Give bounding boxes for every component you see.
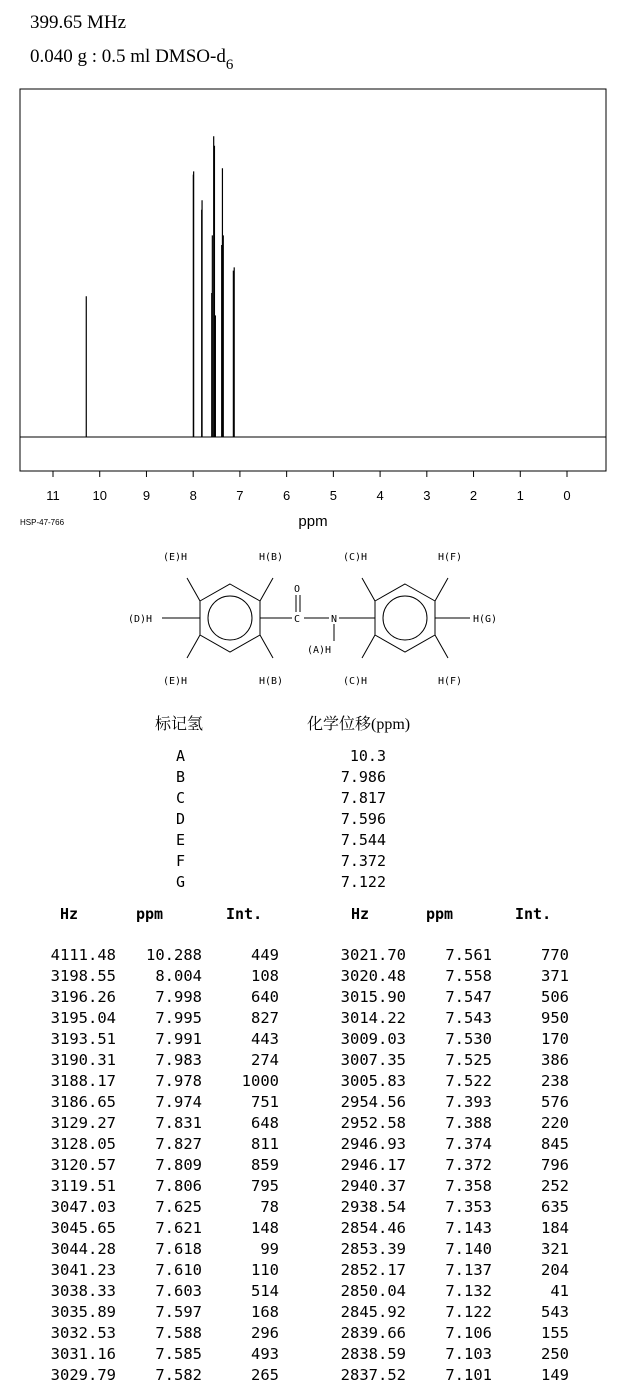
peak-hz: 2850.04 — [340, 1282, 406, 1300]
peak-ppm: 7.618 — [155, 1240, 202, 1258]
left-header-ppm: ppm — [136, 905, 164, 923]
peak-ppm: 7.137 — [445, 1261, 492, 1279]
peak-intensity: 78 — [260, 1198, 279, 1216]
assignment-hydrogen: B — [176, 768, 186, 786]
peak-intensity: 514 — [251, 1282, 279, 1300]
x-tick-label: 2 — [469, 488, 478, 503]
peak-intensity: 250 — [541, 1345, 569, 1363]
peak-hz: 3035.89 — [50, 1303, 116, 1321]
assignment-hydrogen: D — [176, 810, 186, 828]
peak-row — [328, 1344, 569, 1365]
peak-hz: 3041.23 — [50, 1261, 116, 1279]
peak-hz: 2845.92 — [340, 1303, 406, 1321]
peak-hz: 3047.03 — [50, 1198, 116, 1216]
bond — [362, 578, 375, 601]
peak-row — [38, 1302, 279, 1323]
x-tick-label: 11 — [46, 488, 60, 503]
peak-intensity: 184 — [541, 1219, 569, 1237]
peak-row — [328, 966, 569, 987]
peak-hz: 3186.65 — [50, 1093, 116, 1111]
peak-intensity: 543 — [541, 1303, 569, 1321]
label-c-bottom: (C)H — [343, 676, 368, 687]
peak-row — [328, 1071, 569, 1092]
peak-hz: 3129.27 — [50, 1114, 116, 1132]
bond — [260, 578, 273, 601]
bond — [435, 635, 448, 658]
peak-ppm: 7.585 — [155, 1345, 202, 1363]
peak-row — [38, 1260, 279, 1281]
peak-hz: 3119.51 — [50, 1177, 116, 1195]
label-n: N — [331, 614, 338, 625]
peak-ppm: 7.806 — [155, 1177, 202, 1195]
peak-hz: 3015.90 — [340, 988, 406, 1006]
peak-ppm: 7.132 — [445, 1282, 492, 1300]
peak-row — [38, 1176, 279, 1197]
peak-intensity: 859 — [251, 1156, 279, 1174]
peak-hz: 3045.65 — [50, 1219, 116, 1237]
label-e-bottom: (E)H — [163, 676, 188, 687]
peak-intensity: 576 — [541, 1093, 569, 1111]
peak-intensity: 635 — [541, 1198, 569, 1216]
peak-list-right — [328, 945, 569, 1386]
peak-ppm: 7.558 — [445, 967, 492, 985]
peak-hz: 3198.55 — [50, 967, 116, 985]
peak-row — [38, 1155, 279, 1176]
label-c-top: (C)H — [343, 552, 368, 563]
peak-intensity: 811 — [251, 1135, 279, 1153]
peak-row — [38, 1113, 279, 1134]
peak-intensity: 795 — [251, 1177, 279, 1195]
peak-ppm: 7.388 — [445, 1114, 492, 1132]
label-f-top: H(F) — [438, 552, 463, 563]
peak-hz: 2854.46 — [340, 1219, 406, 1237]
peak-intensity: 1000 — [241, 1072, 279, 1090]
peak-hz: 4111.48 — [50, 946, 116, 964]
label-o: O — [294, 584, 301, 595]
bond — [260, 635, 273, 658]
peak-row — [38, 966, 279, 987]
peak-ppm: 7.525 — [445, 1051, 492, 1069]
peak-intensity: 110 — [251, 1261, 279, 1279]
peak-ppm: 7.530 — [445, 1030, 492, 1048]
x-tick-label: 7 — [236, 488, 244, 503]
peak-ppm: 7.143 — [445, 1219, 492, 1237]
peak-intensity: 296 — [251, 1324, 279, 1342]
peak-intensity: 493 — [251, 1345, 279, 1363]
peak-intensity: 321 — [541, 1240, 569, 1258]
peak-ppm: 7.372 — [445, 1156, 492, 1174]
peak-intensity: 41 — [550, 1282, 569, 1300]
peak-hz: 3190.31 — [50, 1051, 116, 1069]
peak-ppm: 7.597 — [155, 1303, 202, 1321]
peak-row — [328, 1008, 569, 1029]
peak-intensity: 238 — [541, 1072, 569, 1090]
peak-hz: 3005.83 — [340, 1072, 406, 1090]
peak-hz: 2946.17 — [340, 1156, 406, 1174]
peak-row — [328, 987, 569, 1008]
peak-ppm: 10.288 — [146, 946, 202, 964]
peak-ppm: 7.625 — [155, 1198, 202, 1216]
label-f-bottom: H(F) — [438, 676, 463, 687]
peak-hz: 3031.16 — [50, 1345, 116, 1363]
assignment-col-hydrogen: 标记氢 — [155, 716, 204, 733]
assignment-hydrogen: G — [176, 873, 186, 891]
peak-intensity: 449 — [251, 946, 279, 964]
label-b-top: H(B) — [259, 552, 284, 563]
x-tick-label: 4 — [376, 488, 384, 503]
peak-hz: 2837.52 — [340, 1366, 406, 1384]
peak-hz: 2954.56 — [340, 1093, 406, 1111]
peak-ppm: 7.621 — [155, 1219, 202, 1237]
peak-row — [38, 1050, 279, 1071]
peak-row — [38, 1323, 279, 1344]
x-axis-label: ppm — [298, 513, 328, 530]
peak-intensity: 845 — [541, 1135, 569, 1153]
peak-ppm: 7.983 — [155, 1051, 202, 1069]
peak-intensity: 265 — [251, 1366, 279, 1384]
peak-row — [328, 1365, 569, 1386]
peak-list-left — [38, 945, 279, 1386]
peak-ppm: 7.561 — [445, 946, 492, 964]
peak-ppm: 7.358 — [445, 1177, 492, 1195]
peak-ppm: 7.831 — [155, 1114, 202, 1132]
peak-hz: 3195.04 — [50, 1009, 116, 1027]
peak-row — [328, 1092, 569, 1113]
assignment-shift: 7.817 — [340, 789, 386, 807]
label-b-bottom: H(B) — [259, 676, 284, 687]
peak-ppm: 7.603 — [155, 1282, 202, 1300]
peak-ppm: 7.974 — [155, 1093, 202, 1111]
x-tick-label: 9 — [142, 488, 151, 503]
label-e-top: (E)H — [163, 552, 188, 563]
peak-row — [38, 1344, 279, 1365]
peak-intensity: 252 — [541, 1177, 569, 1195]
peak-ppm: 7.122 — [445, 1303, 492, 1321]
x-tick-label: 6 — [283, 488, 291, 503]
x-tick-label: 3 — [423, 488, 431, 503]
peak-intensity: 751 — [251, 1093, 279, 1111]
peak-hz: 3021.70 — [340, 946, 406, 964]
peak-ppm: 7.995 — [155, 1009, 202, 1027]
peak-ppm: 7.588 — [155, 1324, 202, 1342]
left-header-hz: Hz — [60, 905, 79, 923]
x-tick-label: 1 — [516, 488, 524, 503]
assignment-shift: 10.3 — [349, 747, 386, 765]
peak-row — [38, 1218, 279, 1239]
peak-hz: 2946.93 — [340, 1135, 406, 1153]
peak-ppm: 7.353 — [445, 1198, 492, 1216]
peak-row — [328, 1281, 569, 1302]
peak-hz: 3009.03 — [340, 1030, 406, 1048]
right-header-ppm: ppm — [426, 905, 454, 923]
peak-row — [328, 1302, 569, 1323]
peak-intensity: 648 — [251, 1114, 279, 1132]
peak-intensity: 796 — [541, 1156, 569, 1174]
peak-intensity: 168 — [251, 1303, 279, 1321]
peak-hz: 2940.37 — [340, 1177, 406, 1195]
assignment-shift: 7.372 — [340, 852, 386, 870]
aniline-ring — [375, 584, 435, 652]
peak-hz: 3020.48 — [340, 967, 406, 985]
label-a: (A)H — [307, 645, 332, 656]
label-c: C — [294, 614, 301, 625]
peak-intensity: 640 — [251, 988, 279, 1006]
peak-ppm: 7.809 — [155, 1156, 202, 1174]
peak-intensity: 274 — [251, 1051, 279, 1069]
peak-row — [38, 1071, 279, 1092]
assignment-hydrogen: F — [176, 852, 186, 870]
peak-hz: 3193.51 — [50, 1030, 116, 1048]
peak-ppm: 7.522 — [445, 1072, 492, 1090]
label-g: H(G) — [473, 614, 498, 625]
peak-row — [328, 1155, 569, 1176]
peak-row — [38, 1029, 279, 1050]
peak-hz: 3014.22 — [340, 1009, 406, 1027]
bond — [187, 578, 200, 601]
peak-intensity: 170 — [541, 1030, 569, 1048]
label-d: (D)H — [128, 614, 153, 625]
spectrometer-frequency: 399.65 MHz — [30, 12, 127, 33]
peak-intensity: 506 — [541, 988, 569, 1006]
peak-row — [38, 987, 279, 1008]
peak-hz: 3032.53 — [50, 1324, 116, 1342]
spectrum-code: HSP-47-766 — [20, 518, 65, 527]
peak-row — [38, 1092, 279, 1113]
x-tick-label: 8 — [189, 488, 197, 503]
bond — [435, 578, 448, 601]
peak-row — [328, 1134, 569, 1155]
peak-row — [328, 1113, 569, 1134]
x-tick-label: 10 — [92, 488, 107, 503]
peak-ppm: 7.374 — [445, 1135, 492, 1153]
assignment-col-shift: 化学位移(ppm) — [307, 716, 411, 733]
peak-row — [328, 1260, 569, 1281]
peak-intensity: 770 — [541, 946, 569, 964]
peak-row — [38, 1281, 279, 1302]
sample-description — [30, 46, 233, 74]
peak-ppm: 7.140 — [445, 1240, 492, 1258]
peak-row — [328, 1218, 569, 1239]
peak-intensity: 220 — [541, 1114, 569, 1132]
peak-hz: 3044.28 — [50, 1240, 116, 1258]
peak-hz: 2852.17 — [340, 1261, 406, 1279]
benzoyl-ring — [200, 584, 260, 652]
right-header-int: Int. — [515, 905, 552, 923]
left-header-int: Int. — [226, 905, 263, 923]
peak-ppm: 7.610 — [155, 1261, 202, 1279]
peak-row — [38, 1197, 279, 1218]
peak-ppm: 8.004 — [155, 967, 202, 985]
peak-intensity: 149 — [541, 1366, 569, 1384]
peak-row — [328, 1029, 569, 1050]
benzoyl-ring-aromatic — [208, 596, 252, 640]
peak-row — [328, 945, 569, 966]
assignment-shift: 7.544 — [340, 831, 386, 849]
bond — [362, 635, 375, 658]
assignment-shift: 7.986 — [340, 768, 386, 786]
peak-ppm: 7.998 — [155, 988, 202, 1006]
peak-row — [328, 1050, 569, 1071]
peak-hz: 2853.39 — [340, 1240, 406, 1258]
peak-hz: 2839.66 — [340, 1324, 406, 1342]
bond — [187, 635, 200, 658]
peak-ppm: 7.393 — [445, 1093, 492, 1111]
peak-row — [38, 945, 279, 966]
peak-hz: 2952.58 — [340, 1114, 406, 1132]
peak-hz: 3038.33 — [50, 1282, 116, 1300]
peak-intensity: 386 — [541, 1051, 569, 1069]
peak-ppm: 7.106 — [445, 1324, 492, 1342]
peak-row — [38, 1365, 279, 1386]
peak-intensity: 155 — [541, 1324, 569, 1342]
peak-intensity: 148 — [251, 1219, 279, 1237]
nmr-spectrum — [0, 80, 626, 540]
molecule-structure — [0, 540, 626, 700]
assignment-hydrogen: E — [176, 831, 186, 849]
peak-intensity: 371 — [541, 967, 569, 985]
sample-subscript: 6 — [225, 57, 234, 73]
peak-intensity: 204 — [541, 1261, 569, 1279]
peak-hz: 3029.79 — [50, 1366, 116, 1384]
peak-intensity: 827 — [251, 1009, 279, 1027]
peak-hz: 3188.17 — [50, 1072, 116, 1090]
peak-ppm: 7.543 — [445, 1009, 492, 1027]
aniline-ring-aromatic — [383, 596, 427, 640]
peak-ppm: 7.101 — [445, 1366, 492, 1384]
peak-ppm: 7.103 — [445, 1345, 492, 1363]
assignment-shift: 7.122 — [340, 873, 386, 891]
peak-intensity: 443 — [251, 1030, 279, 1048]
assignment-hydrogen: A — [176, 747, 186, 765]
assignment-hydrogen: C — [176, 789, 186, 807]
peak-hz: 3128.05 — [50, 1135, 116, 1153]
peak-row — [38, 1008, 279, 1029]
peak-row — [328, 1239, 569, 1260]
peak-row — [38, 1239, 279, 1260]
sample-text: 0.040 g : 0.5 ml DMSO-d — [30, 46, 226, 67]
peak-row — [38, 1134, 279, 1155]
peak-intensity: 950 — [541, 1009, 569, 1027]
peak-hz: 3007.35 — [340, 1051, 406, 1069]
peak-ppm: 7.827 — [155, 1135, 202, 1153]
x-tick-label: 0 — [563, 488, 571, 503]
peak-intensity: 108 — [251, 967, 279, 985]
peak-row — [328, 1176, 569, 1197]
peak-row — [328, 1197, 569, 1218]
peak-hz: 3196.26 — [50, 988, 116, 1006]
peak-ppm: 7.978 — [155, 1072, 202, 1090]
peak-hz: 2838.59 — [340, 1345, 406, 1363]
peak-hz: 2938.54 — [340, 1198, 406, 1216]
assignment-shift: 7.596 — [340, 810, 386, 828]
right-header-hz: Hz — [351, 905, 370, 923]
peak-hz: 3120.57 — [50, 1156, 116, 1174]
x-tick-label: 5 — [329, 488, 337, 503]
peak-ppm: 7.547 — [445, 988, 492, 1006]
plot-frame — [20, 89, 606, 471]
peak-intensity: 99 — [260, 1240, 279, 1258]
peak-row — [328, 1323, 569, 1344]
peak-ppm: 7.582 — [155, 1366, 202, 1384]
peak-ppm: 7.991 — [155, 1030, 202, 1048]
